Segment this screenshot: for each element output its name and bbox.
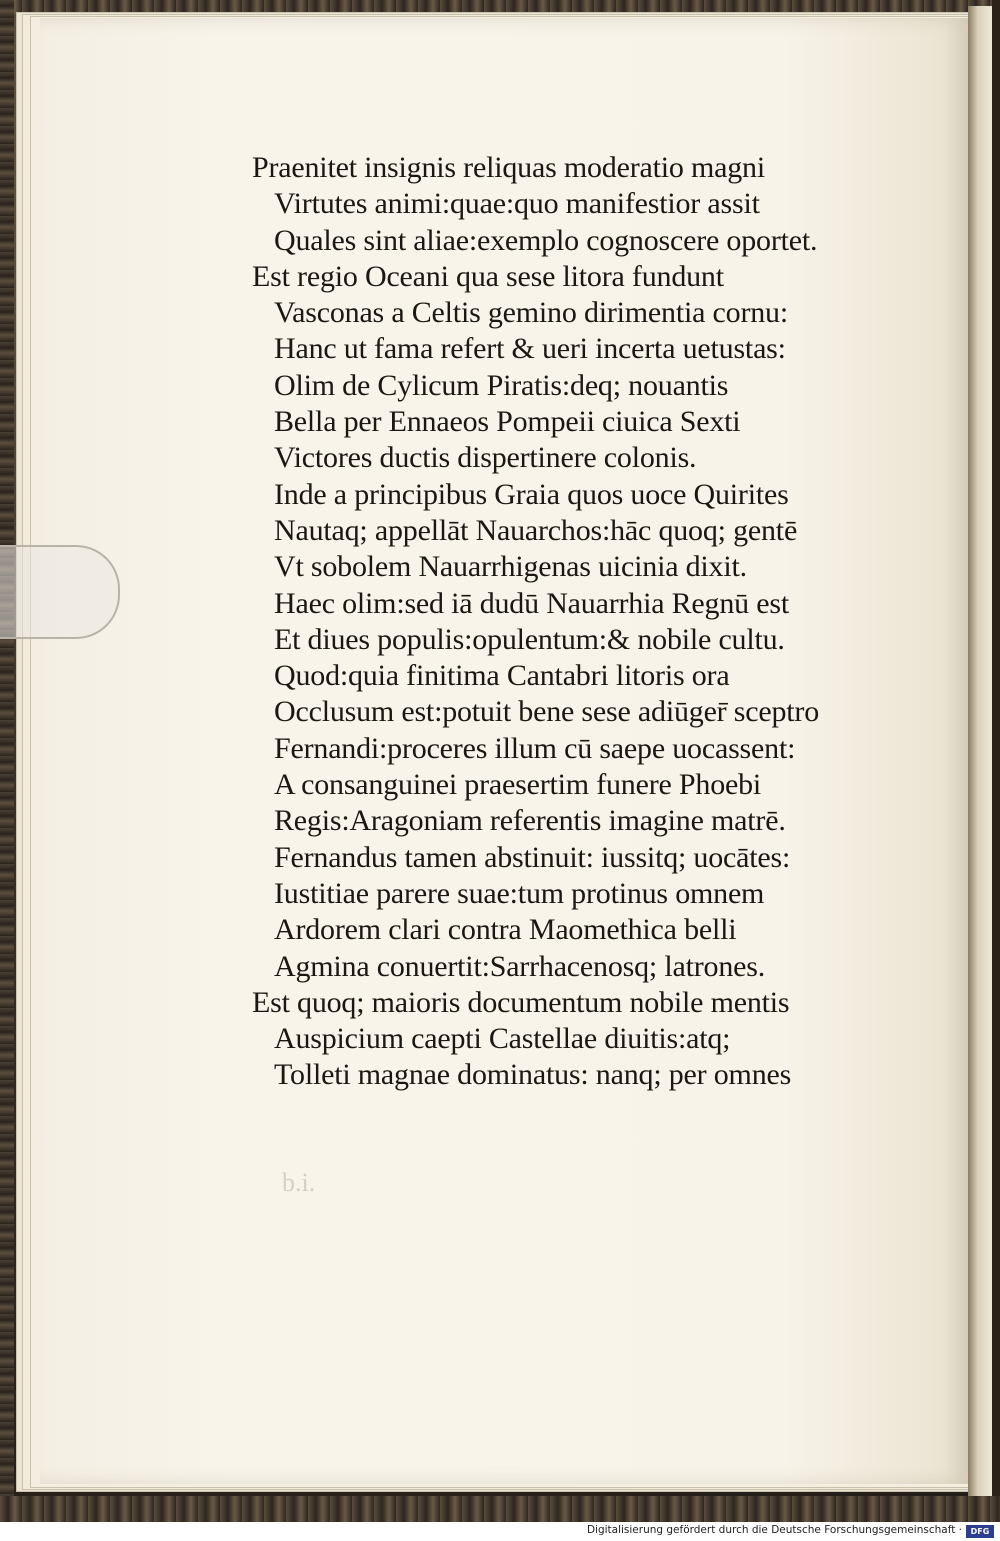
text-line: Bella per Ennaeos Pompeii ciuica Sexti xyxy=(274,405,741,439)
text-line: Virtutes animi:quae:quo manifestior assit xyxy=(274,187,760,221)
text-line: Praenitet insignis reliquas moderatio magni xyxy=(252,151,765,184)
text-line: Occlusum est:potuit bene sese adiūger̄ sceptro xyxy=(274,695,820,729)
signature-mark: b.i. xyxy=(282,1168,316,1197)
binding-edge xyxy=(992,0,1000,1496)
page-gutter xyxy=(968,6,992,1496)
text-line: Victores ductis dispertinere colonis. xyxy=(274,441,697,475)
text-line: Et diues populis:opulentum:& nobile cultu. xyxy=(274,622,785,656)
text-line: Tolleti magnae dominatus: nanq; per omnes xyxy=(274,1058,792,1092)
text-line: Vt sobolem Nauarrhigenas uicinia dixit. xyxy=(274,550,747,584)
text-line: Quales sint aliae:exemplo cognoscere oportet. xyxy=(274,223,818,257)
text-line: Est regio Oceani qua sese litora fundunt xyxy=(252,259,724,293)
text-line: Olim de Cylicum Piratis:deq; nouantis xyxy=(274,368,729,402)
text-line: Hanc ut fama refert & ueri incerta uetustas: xyxy=(274,332,786,366)
text-line: Nautaq; appellāt Nauarchos:hāc quoq; gentē xyxy=(274,513,798,547)
text-line: A consanguinei praesertim funere Phoebi xyxy=(274,768,762,802)
text-line: Regis:Aragoniam referentis imagine matrē. xyxy=(274,804,786,838)
printed-verse-text xyxy=(252,150,892,1094)
text-line: Fernandus tamen abstinuit: iussitq; uocātes: xyxy=(274,840,791,874)
text-line: Iustitiae parere suae:tum protinus omnem xyxy=(274,876,765,910)
dfg-logo: DFG xyxy=(966,1525,994,1538)
text-line: Fernandi:proceres illum cū saepe uocassent: xyxy=(274,731,796,765)
text-line: Inde a principibus Graia quos uoce Quirites xyxy=(274,477,789,511)
footer-credit: Digitalisierung gefördert durch die Deutsche Forschungsgemeinschaft · xyxy=(586,1524,962,1536)
text-line: Ardorem clari contra Maomethica belli xyxy=(274,913,737,947)
bookmark-clip xyxy=(0,545,120,639)
cover-marbling-bottom xyxy=(0,1496,1000,1522)
text-line: Quod:quia finitima Cantabri litoris ora xyxy=(274,659,730,693)
text-line: Auspicium caepti Castellae diuitis:atq; xyxy=(274,1022,731,1056)
cover-marbling-left xyxy=(0,0,14,1522)
text-line: Agmina conuertit:Sarrhacenosq; latrones. xyxy=(274,949,766,983)
text-line: Est quoq; maioris documentum nobile mentis xyxy=(252,985,790,1019)
text-line: Haec olim:sed iā dudū Nauarrhia Regnū est xyxy=(274,586,789,620)
footer-bar xyxy=(0,1522,1000,1541)
text-line: Vasconas a Celtis gemino dirimentia cornu: xyxy=(274,296,788,330)
